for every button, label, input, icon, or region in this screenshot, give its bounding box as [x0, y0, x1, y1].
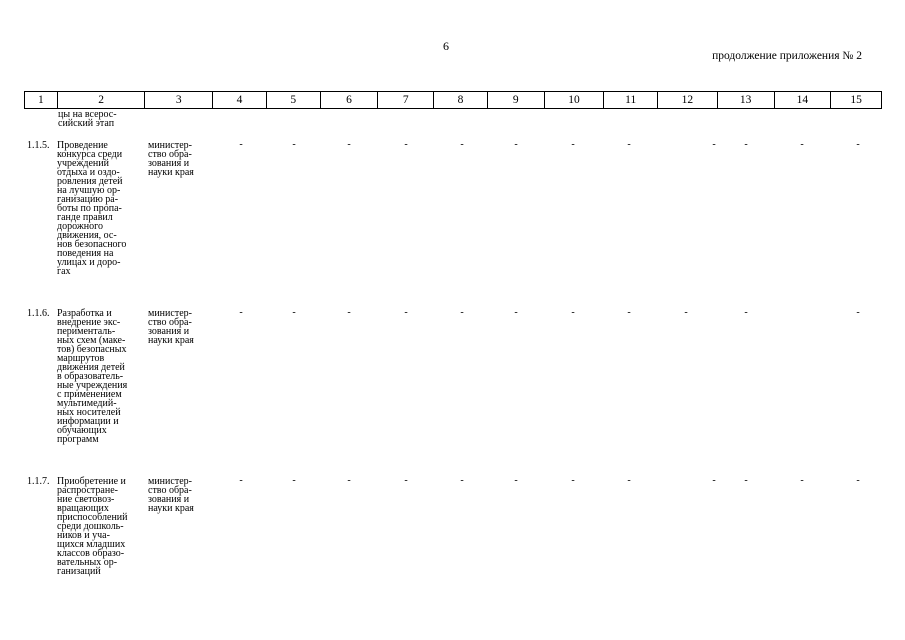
row-cell: - — [856, 307, 860, 318]
row-cell: - — [514, 139, 518, 150]
row-cell: - — [347, 475, 351, 486]
continued-text: цы на всерос- сийский этап — [58, 109, 117, 129]
row-number: 1.1.7. — [27, 476, 50, 487]
row-cell: - — [744, 139, 748, 150]
row-cell: - — [460, 307, 464, 318]
row-cell: - — [856, 139, 860, 150]
header-cell: 2 — [58, 92, 146, 108]
table-header-row — [24, 91, 882, 109]
row-cell: - — [627, 475, 631, 486]
header-cell: 3 — [145, 92, 213, 108]
row-cell: - — [744, 307, 748, 318]
row-cell: - — [856, 475, 860, 486]
header-cell: 11 — [604, 92, 658, 108]
row-cell: - — [460, 139, 464, 150]
row-cell: - — [347, 139, 351, 150]
row-cell: - — [239, 475, 243, 486]
row-event-name: Приобретение и распростране- ние световоз- вращающих приспособлений среди дошколь- ников и уча- щихся младших классов образо- вательных ор- ганизаций — [57, 476, 128, 577]
row-cell: - — [292, 307, 296, 318]
row-cell: - — [404, 307, 408, 318]
row-cell: - — [800, 475, 804, 486]
row-cell: - — [684, 307, 688, 318]
row-cell: - — [460, 475, 464, 486]
row-cell: - — [514, 475, 518, 486]
row-responsible: министер- ство обра- зования и науки края — [148, 308, 194, 346]
header-cell: 13 — [718, 92, 775, 108]
header-cell: 9 — [488, 92, 545, 108]
row-cell: - — [744, 475, 748, 486]
row-cell: - — [514, 307, 518, 318]
row-cell: - — [292, 475, 296, 486]
row-cell: - — [571, 139, 575, 150]
header-cell: 5 — [267, 92, 321, 108]
continuation-label: продолжение приложения № 2 — [712, 50, 862, 62]
row-cell: - — [627, 139, 631, 150]
header-cell: 10 — [545, 92, 605, 108]
header-cell: 4 — [213, 92, 267, 108]
row-cell: - — [712, 475, 716, 486]
row-cell: - — [571, 307, 575, 318]
row-cell: - — [239, 307, 243, 318]
row-cell: - — [571, 475, 575, 486]
row-cell: - — [404, 475, 408, 486]
row-cell: - — [404, 139, 408, 150]
header-cell: 8 — [434, 92, 488, 108]
row-cell: - — [712, 139, 716, 150]
header-cell: 6 — [321, 92, 379, 108]
row-responsible: министер- ство обра- зования и науки края — [148, 140, 194, 178]
header-cell: 7 — [378, 92, 434, 108]
header-cell: 12 — [658, 92, 718, 108]
row-cell: - — [800, 139, 804, 150]
row-cell: - — [347, 307, 351, 318]
row-event-name: Разработка и внедрение экс- перименталь- ных схем (маке- тов) безопасных маршрутов движения детей в образователь- ные учреждения с применением мультимедий- ных носителей информации и обучающих программ — [57, 308, 128, 445]
row-responsible: министер- ство обра- зования и науки края — [148, 476, 194, 514]
row-cell: - — [627, 307, 631, 318]
header-cell: 15 — [850, 94, 862, 106]
header-cell: 14 — [775, 92, 832, 108]
row-cell: - — [292, 139, 296, 150]
row-cell: - — [239, 139, 243, 150]
row-event-name: Проведение конкурса среди учреждений отдыха и оздо- ровления детей на лучшую ор- ганизацию ра- боты по пропа- ганде правил дорожного движения, ос- нов безопасного поведения на улицах и доро- гах — [57, 140, 127, 277]
page-number: 6 — [443, 39, 449, 53]
row-number: 1.1.6. — [27, 308, 50, 319]
row-number: 1.1.5. — [27, 140, 50, 151]
header-cell: 1 — [25, 92, 58, 108]
